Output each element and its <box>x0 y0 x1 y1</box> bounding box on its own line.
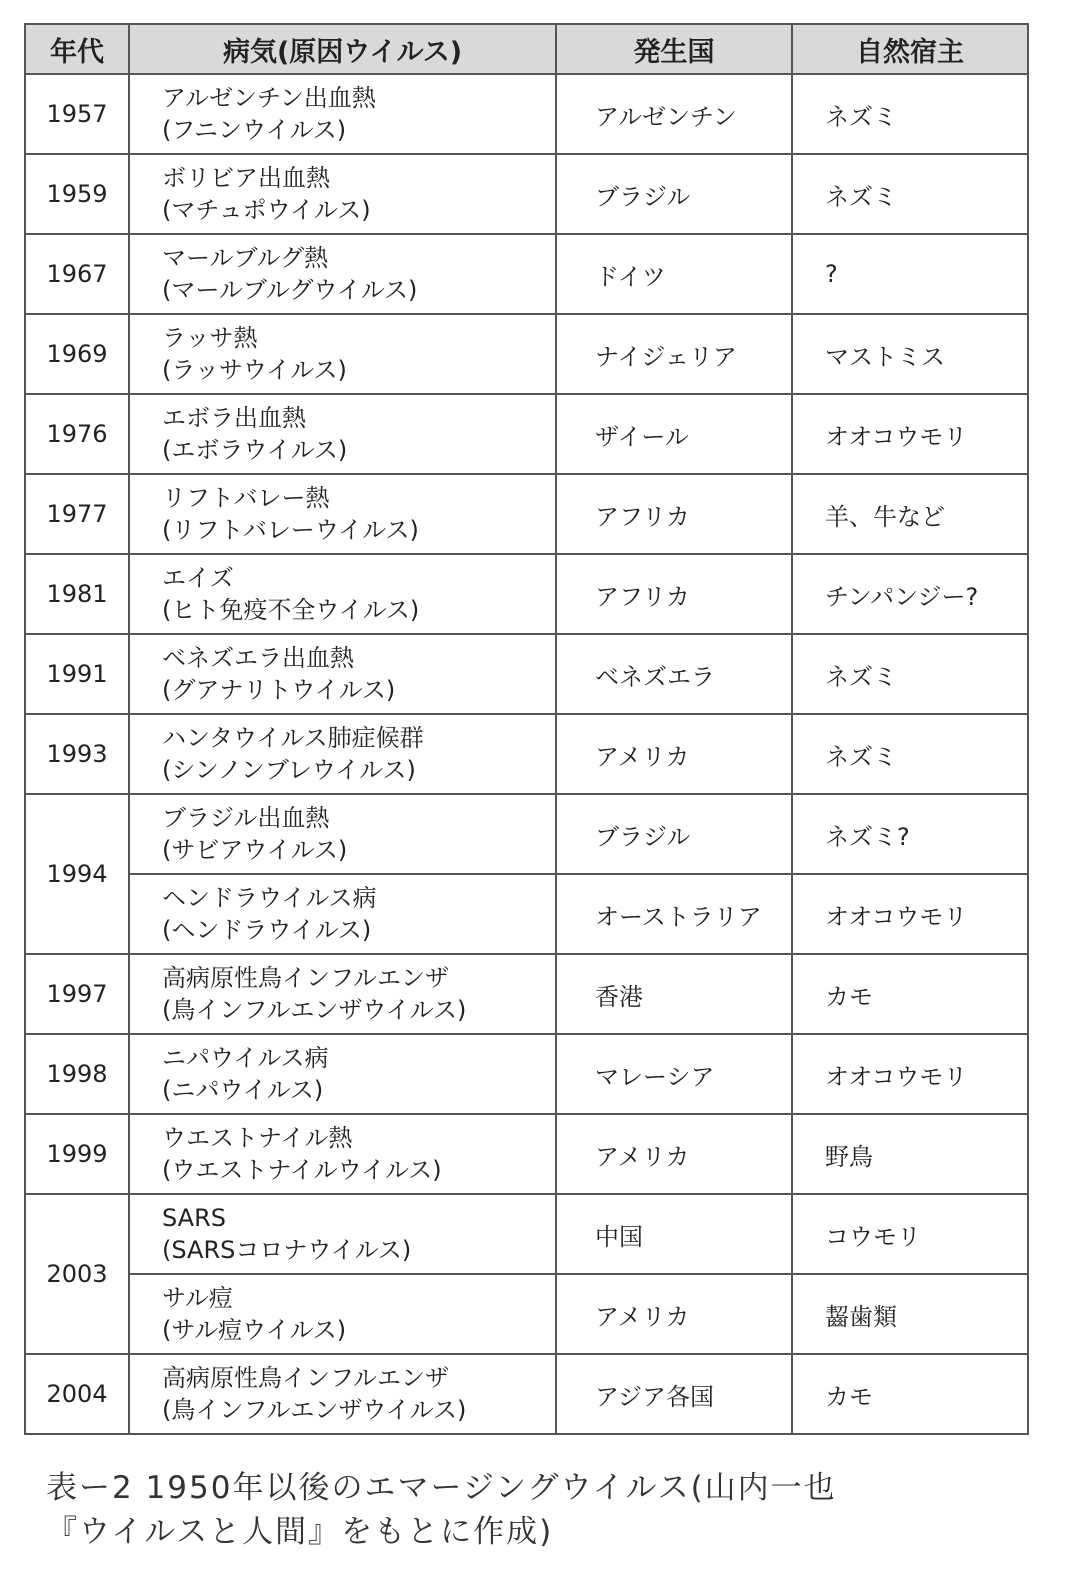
year-cell: 1976 <box>25 394 129 474</box>
virus-name: (フニンウイルス) <box>162 116 347 144</box>
table-row <box>25 1034 1028 1114</box>
country-cell: ドイツ <box>556 234 792 314</box>
year-cell: 1994 <box>25 794 129 954</box>
table-row <box>25 154 1028 234</box>
table-row <box>25 954 1028 1034</box>
virus-name: (サビアウイルス) <box>162 836 348 864</box>
year-cell: 2004 <box>25 1354 129 1434</box>
host-cell: カモ <box>792 954 1028 1034</box>
header-year: 年代 <box>25 24 129 74</box>
table-row <box>25 1114 1028 1194</box>
table-row <box>25 794 1028 874</box>
disease-name: エイズ <box>162 564 234 592</box>
country-cell: アメリカ <box>556 1274 792 1354</box>
disease-cell <box>129 1274 556 1354</box>
table-row <box>25 634 1028 714</box>
country-cell: オーストラリア <box>556 874 792 954</box>
table-caption <box>46 1466 1026 1554</box>
table-body <box>25 74 1028 1434</box>
virus-name: (ラッサウイルス) <box>162 356 347 384</box>
disease-name: ハンタウイルス肺症候群 <box>162 724 424 752</box>
disease-name: ラッサ熱 <box>162 324 258 352</box>
host-cell: オオコウモリ <box>792 1034 1028 1114</box>
table-row <box>25 554 1028 634</box>
disease-cell <box>129 554 556 634</box>
disease-cell <box>129 154 556 234</box>
country-cell: アルゼンチン <box>556 74 792 154</box>
virus-name: (ニパウイルス) <box>162 1076 324 1104</box>
table-row <box>25 474 1028 554</box>
disease-name: ベネズエラ出血熱 <box>162 644 354 672</box>
disease-cell <box>129 634 556 714</box>
table-row <box>25 1274 1028 1354</box>
year-cell: 1997 <box>25 954 129 1034</box>
disease-name: ブラジル出血熱 <box>162 804 330 832</box>
disease-name: ニパウイルス病 <box>162 1044 329 1072</box>
disease-cell <box>129 874 556 954</box>
disease-cell <box>129 234 556 314</box>
virus-name: (ヒト免疫不全ウイルス) <box>162 596 420 624</box>
virus-name: (ウエストナイルウイルス) <box>162 1156 442 1184</box>
country-cell: マレーシア <box>556 1034 792 1114</box>
country-cell: アフリカ <box>556 554 792 634</box>
disease-name: サル痘 <box>162 1284 233 1312</box>
disease-cell <box>129 1194 556 1274</box>
disease-cell <box>129 474 556 554</box>
disease-name: マールブルグ熱 <box>162 244 329 272</box>
table-row <box>25 874 1028 954</box>
virus-name: (ヘンドラウイルス) <box>162 916 372 944</box>
year-cell: 1993 <box>25 714 129 794</box>
disease-name: リフトバレー熱 <box>162 484 330 512</box>
table-row <box>25 1354 1028 1434</box>
disease-name: 高病原性鳥インフルエンザ <box>162 1364 450 1392</box>
header-country: 発生国 <box>556 24 792 74</box>
country-cell: ベネズエラ <box>556 634 792 714</box>
disease-name: ヘンドラウイルス病 <box>162 884 377 912</box>
disease-cell <box>129 314 556 394</box>
country-cell: ブラジル <box>556 154 792 234</box>
disease-cell <box>129 1114 556 1194</box>
country-cell: アフリカ <box>556 474 792 554</box>
year-cell: 1998 <box>25 1034 129 1114</box>
disease-cell <box>129 954 556 1034</box>
country-cell: アメリカ <box>556 714 792 794</box>
host-cell: コウモリ <box>792 1194 1028 1274</box>
year-cell: 1999 <box>25 1114 129 1194</box>
host-cell: チンパンジー? <box>792 554 1028 634</box>
host-cell: ネズミ <box>792 74 1028 154</box>
year-cell: 1959 <box>25 154 129 234</box>
year-cell: 1957 <box>25 74 129 154</box>
country-cell: ザイール <box>556 394 792 474</box>
virus-name: (鳥インフルエンザウイルス) <box>162 1396 467 1424</box>
host-cell: ネズミ <box>792 154 1028 234</box>
table-row <box>25 714 1028 794</box>
year-cell: 1977 <box>25 474 129 554</box>
header-disease: 病気(原因ウイルス) <box>129 24 556 74</box>
virus-name: (リフトバレーウイルス) <box>162 516 419 544</box>
emerging-virus-table <box>24 23 1029 1435</box>
country-cell: ナイジェリア <box>556 314 792 394</box>
table-row <box>25 234 1028 314</box>
host-cell: ネズミ <box>792 714 1028 794</box>
disease-name: SARS <box>162 1204 227 1232</box>
year-cell: 1967 <box>25 234 129 314</box>
host-cell: オオコウモリ <box>792 394 1028 474</box>
country-cell: ブラジル <box>556 794 792 874</box>
virus-name: (マチュポウイルス) <box>162 196 371 224</box>
disease-cell <box>129 714 556 794</box>
host-cell: ? <box>792 234 1028 314</box>
host-cell: 齧歯類 <box>792 1274 1028 1354</box>
host-cell: 羊、牛など <box>792 474 1028 554</box>
virus-name: (マールブルグウイルス) <box>162 276 418 304</box>
table-row <box>25 394 1028 474</box>
virus-name: (グアナリトウイルス) <box>162 676 396 704</box>
disease-name: ウエストナイル熱 <box>162 1124 353 1152</box>
country-cell: アメリカ <box>556 1114 792 1194</box>
year-cell: 1981 <box>25 554 129 634</box>
disease-cell <box>129 1354 556 1434</box>
disease-name: エボラ出血熱 <box>162 404 306 432</box>
host-cell: マストミス <box>792 314 1028 394</box>
country-cell: 香港 <box>556 954 792 1034</box>
disease-name: 高病原性鳥インフルエンザ <box>162 964 450 992</box>
header-host: 自然宿主 <box>792 24 1028 74</box>
virus-name: (シンノンブレウイルス) <box>162 756 416 784</box>
disease-cell <box>129 794 556 874</box>
year-cell: 1991 <box>25 634 129 714</box>
virus-name: (SARSコロナウイルス) <box>162 1236 412 1264</box>
header-row <box>25 24 1028 74</box>
table-row <box>25 314 1028 394</box>
table-row <box>25 74 1028 154</box>
country-cell: アジア各国 <box>556 1354 792 1434</box>
disease-cell <box>129 394 556 474</box>
caption-line-2: 『ウイルスと人間』をもとに作成) <box>46 1514 554 1550</box>
host-cell: 野鳥 <box>792 1114 1028 1194</box>
disease-name: アルゼンチン出血熱 <box>162 84 376 112</box>
virus-name: (鳥インフルエンザウイルス) <box>162 996 467 1024</box>
disease-cell <box>129 1034 556 1114</box>
table-row <box>25 1194 1028 1274</box>
caption-line-1: 表ー2 1950年以後のエマージングウイルス(山内一也 <box>46 1470 837 1506</box>
host-cell: ネズミ <box>792 634 1028 714</box>
host-cell: カモ <box>792 1354 1028 1434</box>
disease-cell <box>129 74 556 154</box>
host-cell: ネズミ? <box>792 794 1028 874</box>
virus-name: (エボラウイルス) <box>162 436 348 464</box>
host-cell: オオコウモリ <box>792 874 1028 954</box>
year-cell: 1969 <box>25 314 129 394</box>
year-cell: 2003 <box>25 1194 129 1354</box>
country-cell: 中国 <box>556 1194 792 1274</box>
disease-name: ボリビア出血熱 <box>162 164 330 192</box>
virus-name: (サル痘ウイルス) <box>162 1316 347 1344</box>
